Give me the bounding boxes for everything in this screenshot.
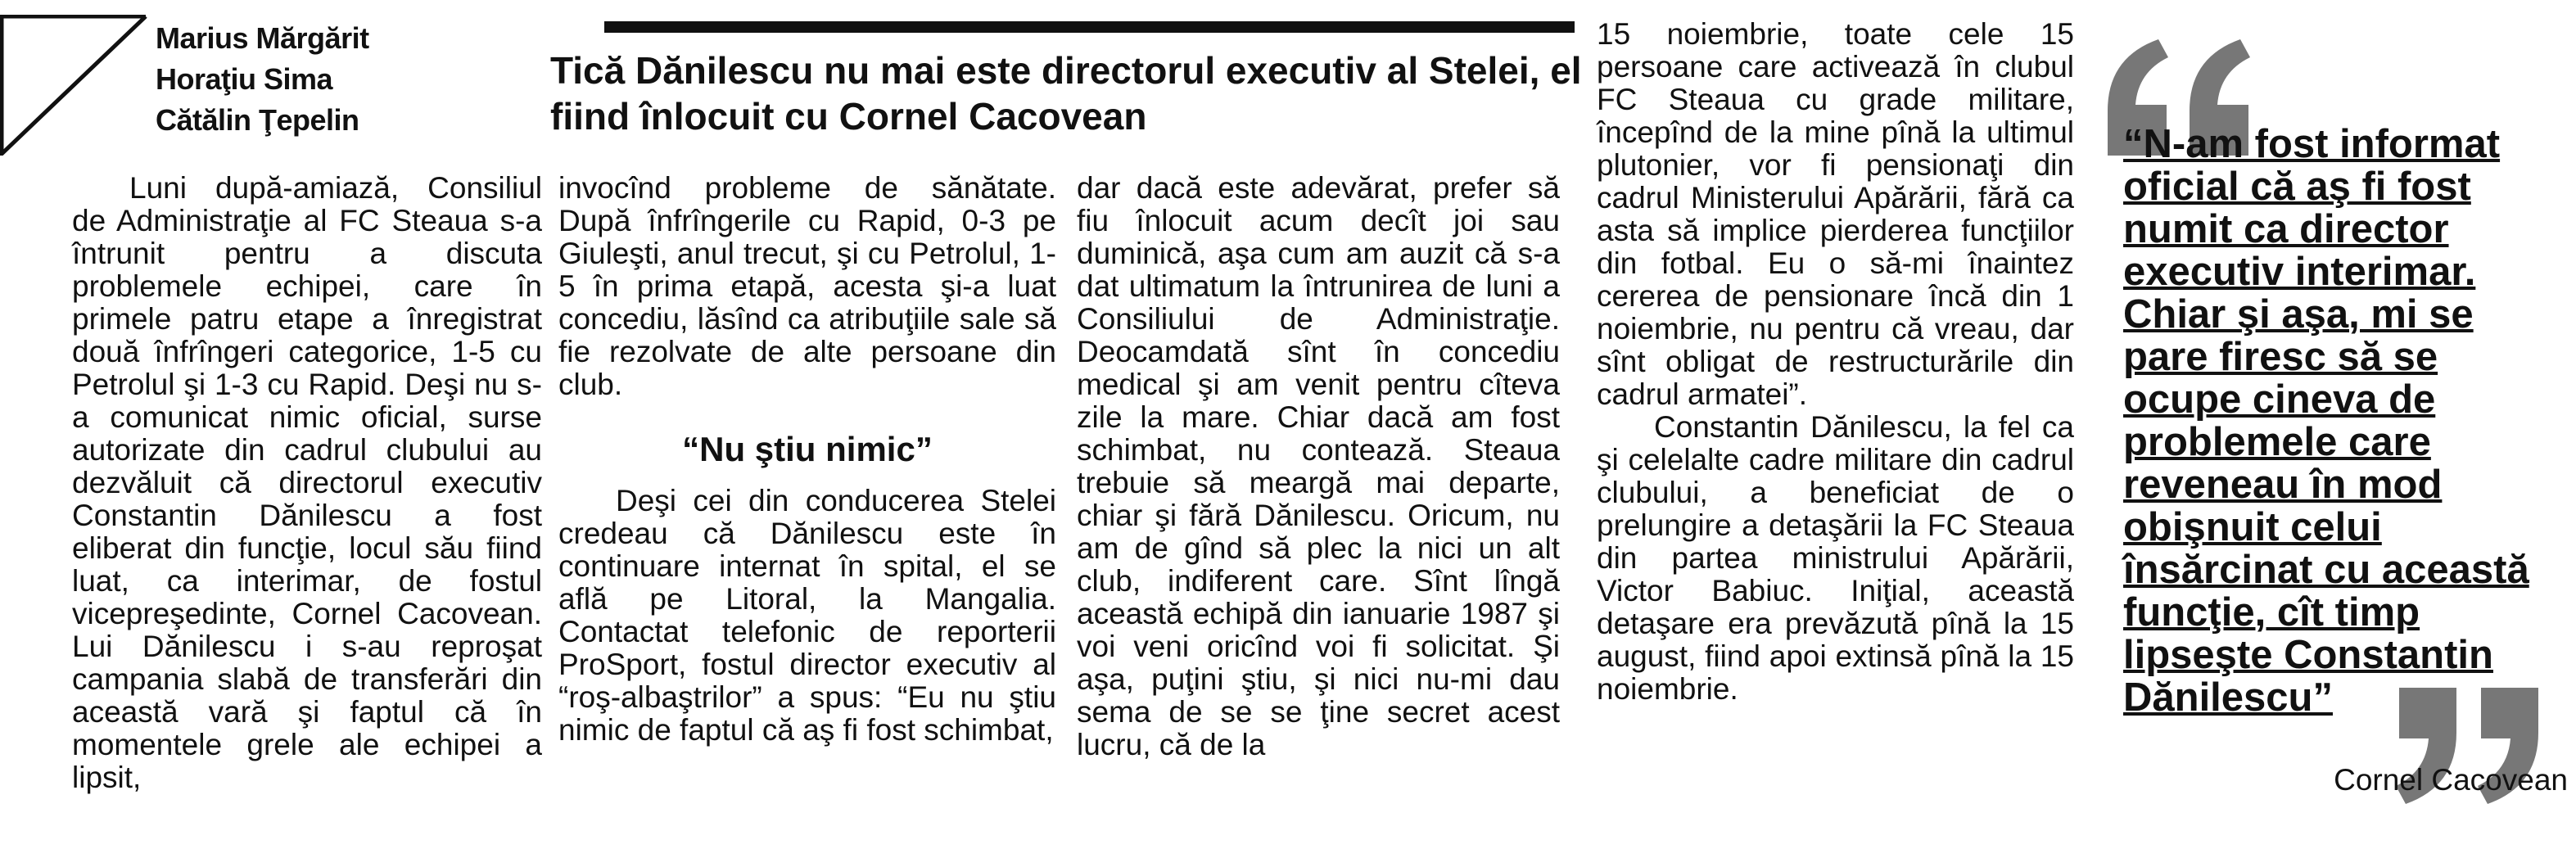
byline-corner-graphic xyxy=(0,15,147,156)
author-name: Marius Mărgărit xyxy=(156,21,369,55)
article-headline: Tică Dănilescu nu mai este directorul executiv al Stelei, el fiind înlocuit cu Cornel Cacovean xyxy=(550,49,1582,138)
body-paragraph: Constantin Dănilescu, la fel ca şi celelalte cadre militare din cadrul clubului, a beneficiat de o prelungire a detaşării la FC Steaua din partea ministrului Apărării, Victor Babiuc. Iniţial, această detaşare era prevăzută pînă la 15 august, fiind apoi extinsă pînă la 15 noiembrie. xyxy=(1597,410,2074,706)
body-column-3 xyxy=(1077,172,1560,761)
body-paragraph: Deşi cei din conducerea Stelei credeau că Dănilescu este în continuare internat în spital, el se află pe Litoral, la Mangalia. Contactat telefonic de reporterii ProSport, fostul director executiv al “roş-albaştrilor” a spus: “Eu nu ştiu nimic de faptul că aş fi fost schimbat, xyxy=(558,484,1056,747)
pull-quote: “N-am fost informat oficial că aş fi fost numit ca director executiv interimar. Chiar şi aşa, mi se pare firesc să se ocupe cineva de problemele care reveneau în mod obişnuit celui însărcinat cu această funcţie, cît timp lipseşte Constantin Dănilescu” xyxy=(2123,122,2529,720)
body-paragraph-continued: invocînd probleme de sănătate. După înfrîngerile cu Rapid, 0-3 pe Giuleşti, anul trecut, şi cu Petrolul, 1-5 în prima etapă, acesta şi-a luat concediu, lăsînd ca atribuţiile sale să fie rezolvate de alte persoane din club. xyxy=(558,171,1056,401)
body-column-1 xyxy=(72,172,542,794)
quote-attribution: Cornel Cacovean xyxy=(2334,763,2568,797)
headline-rule xyxy=(604,21,1575,33)
author-name: Horaţiu Sima xyxy=(156,62,333,96)
body-paragraph-continued: dar dacă este adevărat, prefer să fiu înlocuit acum decît joi sau duminică, aşa cum am auzit că s-a dat ultimatum la întrunirea de luni a Consiliului de Administraţie. Deocamdată sînt în concediu medical şi am venit pentru cîteva zile la mare. Chiar dacă am fost schimbat, nu contează. Steaua trebuie să meargă mai departe, chiar şi fără Dănilescu. Oricum, nu am de gînd să plec la nici un alt club, indiferent care. Sînt lîngă această echipă din ianuarie 1987 şi voi veni oricînd voi fi solicitat. Şi aşa, puţini ştiu, şi nici nu-mi dau sema de se se ţine secret acest lucru, că de la xyxy=(1077,171,1560,761)
byline-block xyxy=(156,18,401,141)
article-subheading: “Nu ştiu nimic” xyxy=(682,430,933,468)
author-name: Cătălin Ţepelin xyxy=(156,103,359,137)
body-column-2 xyxy=(558,172,1056,747)
body-column-4 xyxy=(1597,18,2074,706)
body-paragraph: Luni după-amiază, Consiliul de Administraţie al FC Steaua s-a întrunit pentru a discuta problemele echipei, care în primele patru etape a înregistrat două înfrîngeri categorice, 1-5 cu Petrolul şi 1-3 cu Rapid. Deşi nu s-a comunicat nimic oficial, surse autorizate din cadrul clubului au dezvăluit că directorul executiv Constantin Dănilescu a fost eliberat din funcţie, locul său fiind luat, ca interimar, de fostul vicepreşedinte, Cornel Cacovean. Lui Dănilescu i s-au reproşat campania slabă de transferări din această vară şi faptul că în momentele grele ale echipei a lipsit, xyxy=(72,171,542,794)
body-paragraph-continued: 15 noiembrie, toate cele 15 persoane care activează în clubul FC Steaua cu grade militare, începînd de la mine pînă la ultimul plutonier, vor fi pensionaţi din cadrul Ministerului Apărării, fără ca asta să implice pierderea funcţiilor din fotbal. Eu o să-mi înaintez cererea de pensionare încă din 1 noiembrie, nu pentru că vreau, dar sînt obligat de restructurările din cadrul armatei”. xyxy=(1597,17,2074,411)
